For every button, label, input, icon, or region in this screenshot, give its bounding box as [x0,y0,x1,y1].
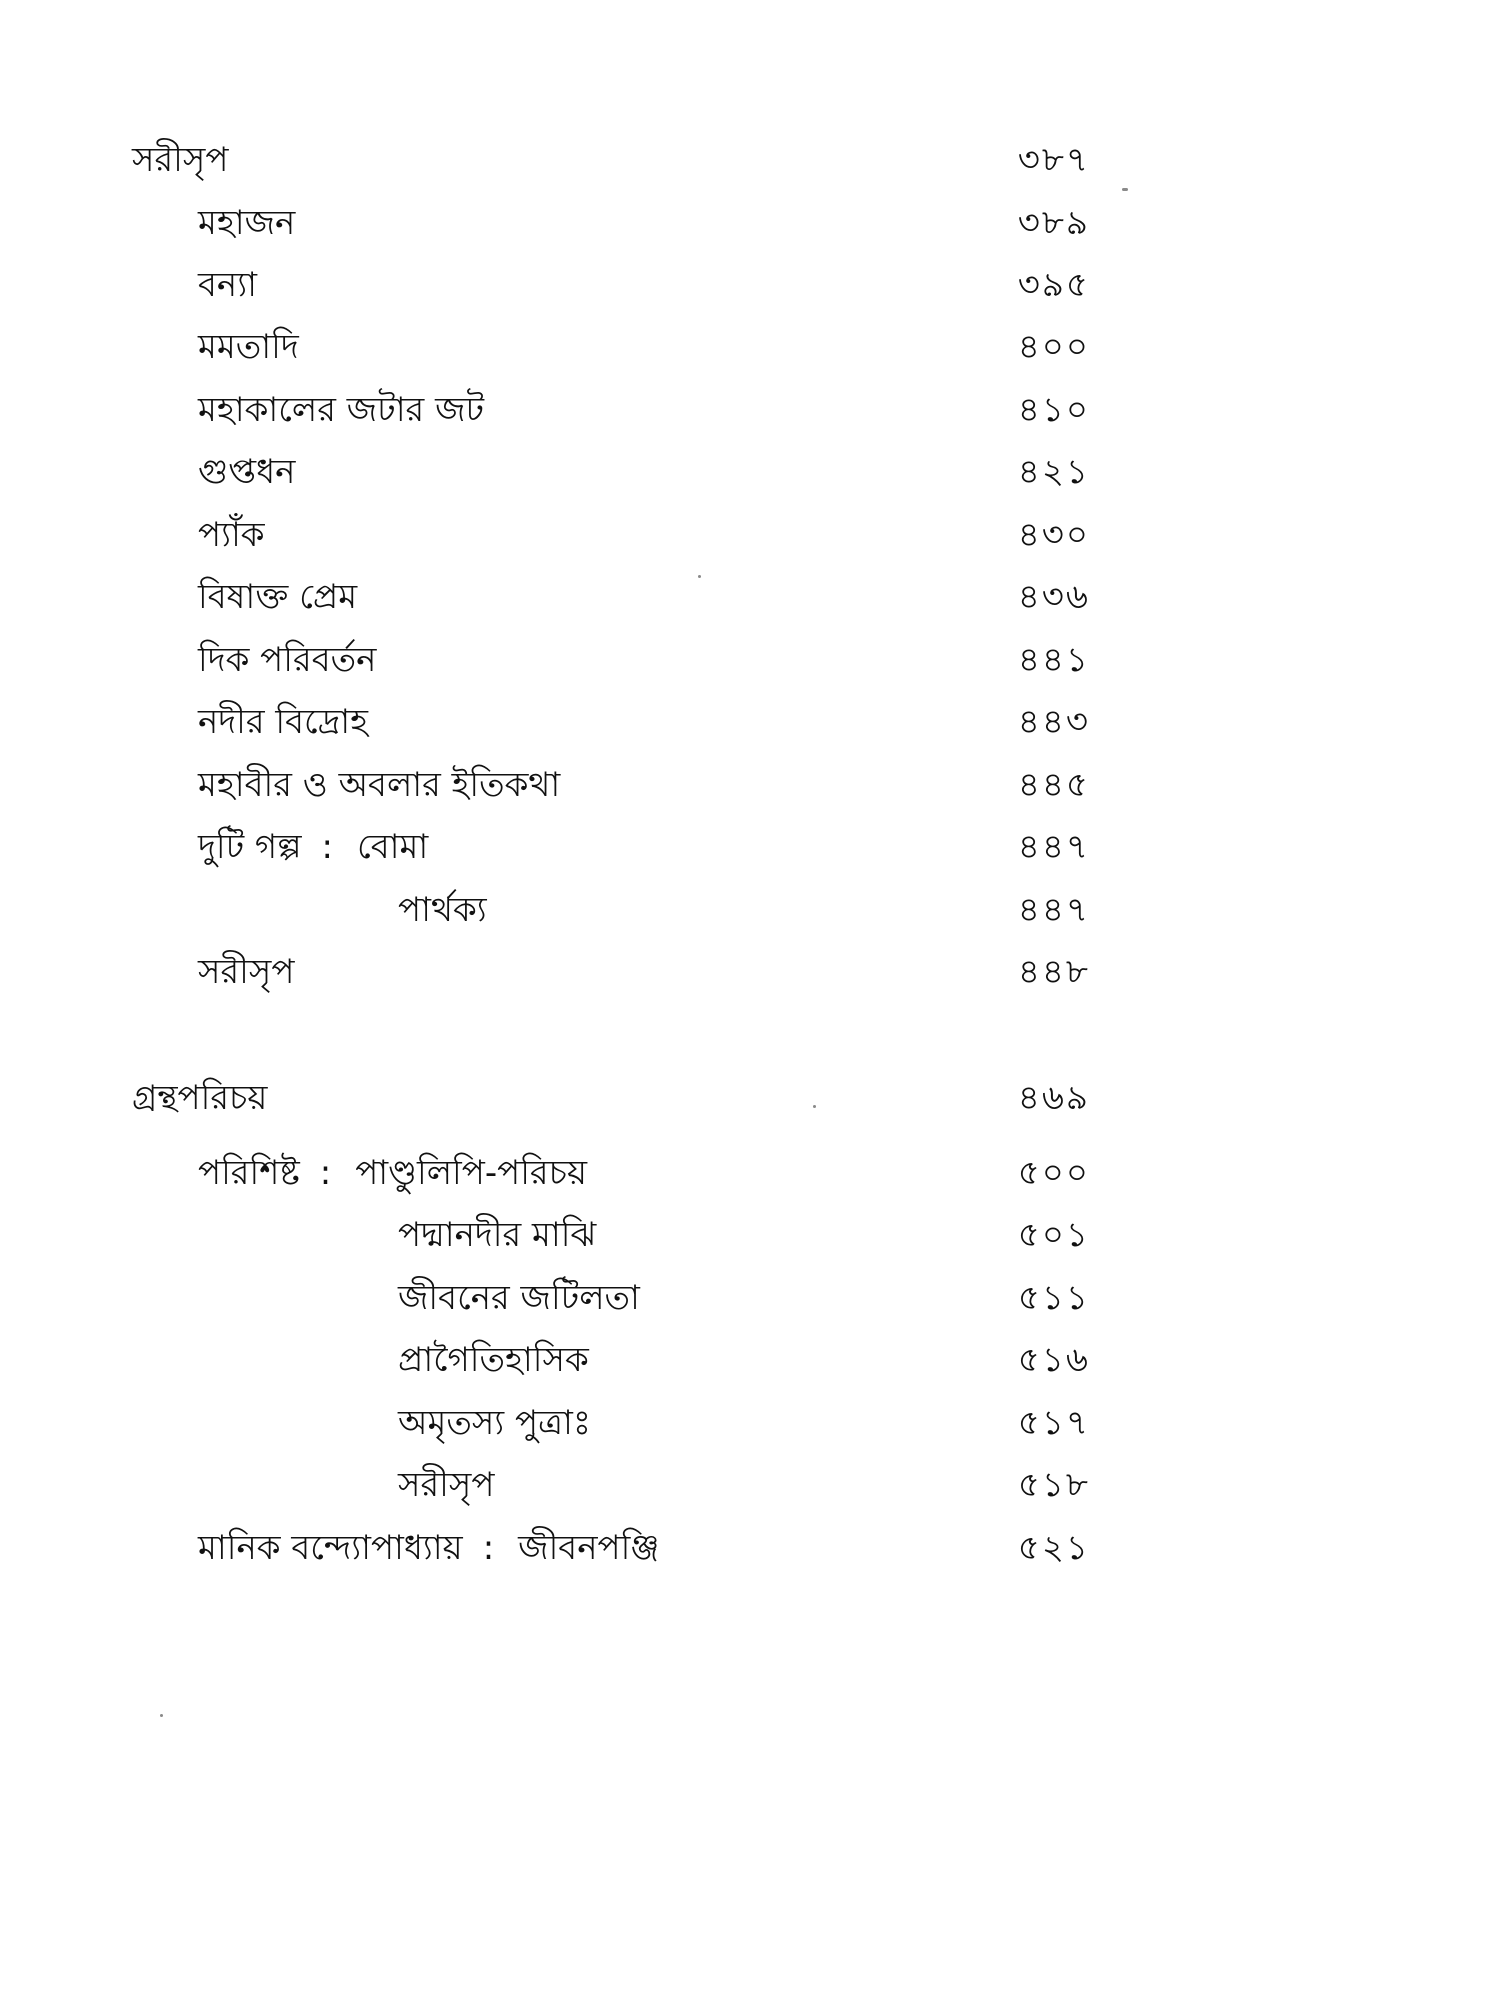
scan-speck [1122,188,1128,191]
section-page-number: ৪৬৯ [1017,1078,1090,1118]
toc-entry-title: মহাজন [198,203,296,243]
toc-entry-page: ৫১১ [1017,1278,1090,1318]
section-page-number: ৩৮৭ [1017,140,1090,180]
toc-entry-page: ৫০০ [1017,1153,1090,1193]
toc-entry-title: নদীর বিদ্রোহ [198,702,369,742]
toc-entry-title: প্যাঁক [198,515,265,555]
toc-entry-page: ৪৪৭ [1017,827,1090,867]
toc-entry-two-stories [198,822,428,872]
toc-entry-page: ৪৩০ [1017,515,1090,555]
toc-entry-page: ৪৪৮ [1017,952,1090,992]
toc-entry-title: জীবনের জটিলতা [398,1278,640,1318]
toc-entry-title: পদ্মানদীর মাঝি [398,1215,597,1255]
section-title-granthaparichay: গ্রন্থপরিচয় [132,1078,268,1118]
toc-entry-page: ৫১৮ [1017,1465,1090,1505]
toc-entry-title: মহাকালের জটার জট [198,390,485,430]
toc-entry-title: অমৃতস্য পুত্রাঃ [398,1403,592,1443]
author-name: মানিক বন্দ্যোপাধ্যায় [198,1528,463,1568]
separator-colon: : [319,1153,332,1193]
toc-entry-page: ৪৪১ [1017,640,1090,680]
toc-entry-title: বিষাক্ত প্রেম [198,577,358,617]
toc-entry-title: প্রাগৈতিহাসিক [398,1340,589,1380]
toc-entry-page: ৫১৭ [1017,1403,1090,1443]
toc-entry-title: পাণ্ডুলিপি-পরিচয় [355,1153,588,1193]
section-title-sarisrip: সরীসৃপ [132,140,229,180]
toc-entry-title: জীবনপঞ্জি [518,1528,660,1568]
appendix-label: পরিশিষ্ট [198,1153,300,1193]
toc-entry-page: ৫২১ [1017,1528,1090,1568]
scan-speck [698,575,701,578]
toc-entry-title: গুপ্তধন [198,452,296,492]
toc-entry-page: ৪২১ [1017,452,1090,492]
toc-entry-page: ৪১০ [1017,390,1090,430]
scan-speck [160,1714,163,1717]
toc-entry-page: ৪৪৩ [1017,702,1090,742]
toc-entry-page: ৪৪৭ [1017,890,1090,930]
two-stories-label: দুটি গল্প [198,827,302,867]
toc-entry-title: মহাবীর ও অবলার ইতিকথা [198,765,561,805]
toc-entry-title: সরীসৃপ [398,1465,495,1505]
scan-speck [813,1105,816,1108]
toc-entry-page: ৪৩৬ [1017,577,1090,617]
toc-entry-biography [198,1523,659,1573]
toc-entry-page: ৪৪৫ [1017,765,1090,805]
toc-entry-page: ৫০১ [1017,1215,1090,1255]
toc-entry-page: ৫১৬ [1017,1340,1090,1380]
toc-entry-page: ৩৮৯ [1017,203,1090,243]
toc-entry-title: বন্যা [198,265,257,305]
toc-entry-title: দিক পরিবর্তন [198,640,377,680]
toc-entry-page: ৩৯৫ [1017,265,1090,305]
toc-entry-title: মমতাদি [198,327,299,367]
toc-entry-page: ৪০০ [1017,327,1090,367]
toc-entry-title: সরীসৃপ [198,952,295,992]
separator-colon: : [482,1528,495,1568]
toc-entry-appendix [198,1148,587,1198]
toc-entry-title: পার্থক্য [398,890,487,930]
toc-entry-title: বোমা [356,827,429,867]
separator-colon: : [321,827,333,867]
